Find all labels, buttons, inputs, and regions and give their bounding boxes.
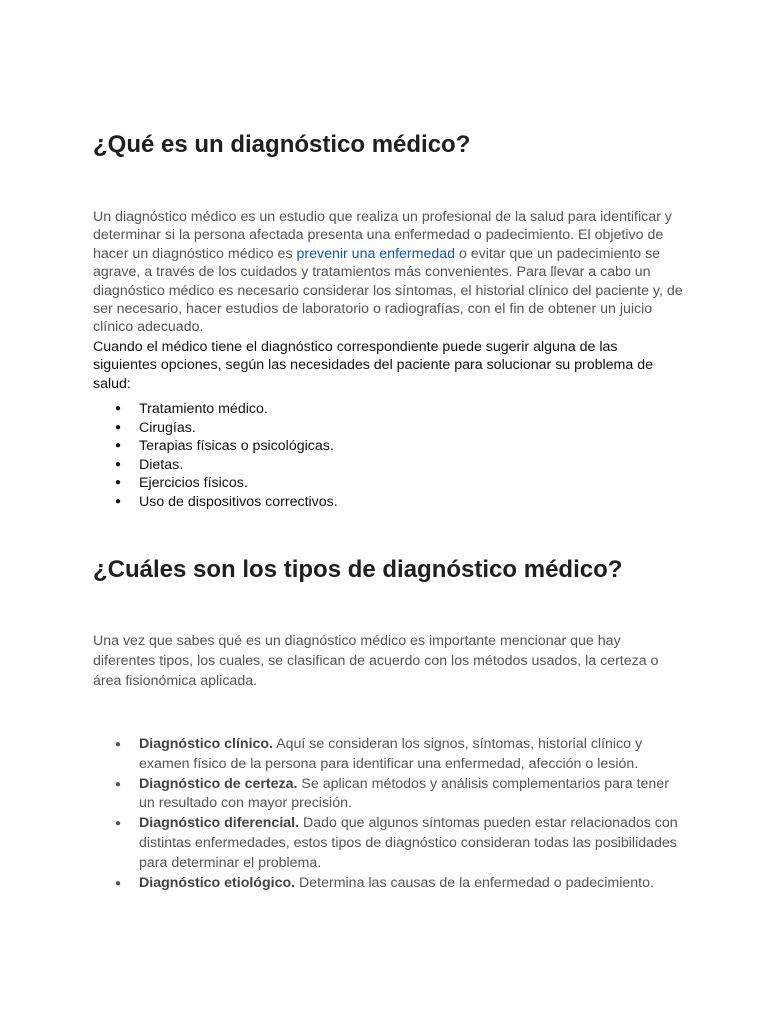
diagnosis-description: Se aplican métodos y análisis complementarios para tener un resultado con mayor precisión. bbox=[139, 775, 669, 812]
diagnosis-term: Diagnóstico clínico. bbox=[139, 736, 274, 752]
list-item: ● Uso de dispositivos correctivos. bbox=[93, 493, 683, 512]
section1-paragraph-2: Cuando el médico tiene el diagnóstico correspondiente puede sugerir alguna de las siguientes opciones, según las necesidades del paciente para solucionar su problema de salud: bbox=[93, 339, 653, 392]
prevenir-enfermedad-link[interactable]: prevenir una enfermedad bbox=[296, 245, 456, 262]
diagnosis-types-list bbox=[93, 735, 683, 893]
list-item bbox=[93, 874, 683, 894]
section2-heading: ¿Cuáles son los tipos de diagnóstico médico? bbox=[93, 556, 623, 583]
list-item: ● Terapias físicas o psicológicas. bbox=[93, 437, 683, 456]
paragraph-text: o evitar que un padecimiento se agrave, a través de los cuidados y tratamientos más convenientes. Para llevar a cabo un diagnóstico médico es necesario considerar los síntomas, el historial clínico del paciente y, de ser necesario, hacer estudios de laboratorio o radiografías, con el fin de obtener un juicio clínico adecuado. bbox=[93, 245, 683, 336]
section2-paragraph-1: Una vez que sabes qué es un diagnóstico médico es importante mencionar que hay diferentes tipos, los cuales, se clasifican de acuerdo con los métodos usados, la certeza o área fisionómica aplicada. bbox=[93, 633, 659, 689]
section1-heading: ¿Qué es un diagnóstico médico? bbox=[93, 131, 471, 158]
list-item: ● Tratamiento médico. bbox=[93, 400, 683, 419]
list-item bbox=[93, 814, 683, 873]
treatment-options-list bbox=[93, 400, 683, 512]
diagnosis-term: Diagnóstico etiológico. bbox=[139, 874, 296, 891]
diagnosis-description: Determina las causas de la enfermedad o padecimiento. bbox=[295, 874, 654, 891]
list-item bbox=[93, 775, 683, 815]
list-item: ● Dietas. bbox=[93, 456, 683, 475]
diagnosis-term: Diagnóstico de certeza. bbox=[139, 775, 298, 792]
diagnosis-description: Aquí se consideran los signos, síntomas, historial clínico y examen físico de la persona para identificar una enfermedad, afección o lesión. bbox=[139, 736, 643, 772]
list-item: ● Cirugías. bbox=[93, 419, 683, 438]
diagnosis-term: Diagnóstico diferencial. bbox=[139, 815, 300, 832]
paragraph-text: Un diagnóstico médico es un estudio que realiza un profesional de la salud para identificar y determinar si la persona afectada presenta una enfermedad o padecimiento. El objetivo de hacer un diagnóstico médico es bbox=[93, 209, 672, 262]
list-item bbox=[93, 735, 683, 775]
diagnosis-description: Dado que algunos síntomas pueden estar relacionados con distintas enfermedades, estos tipos de diagnóstico consideran todas las posibilidades para determinar el problema. bbox=[139, 815, 678, 871]
list-item: ● Ejercicios físicos. bbox=[93, 474, 683, 493]
section1-paragraph-1 bbox=[93, 208, 683, 337]
